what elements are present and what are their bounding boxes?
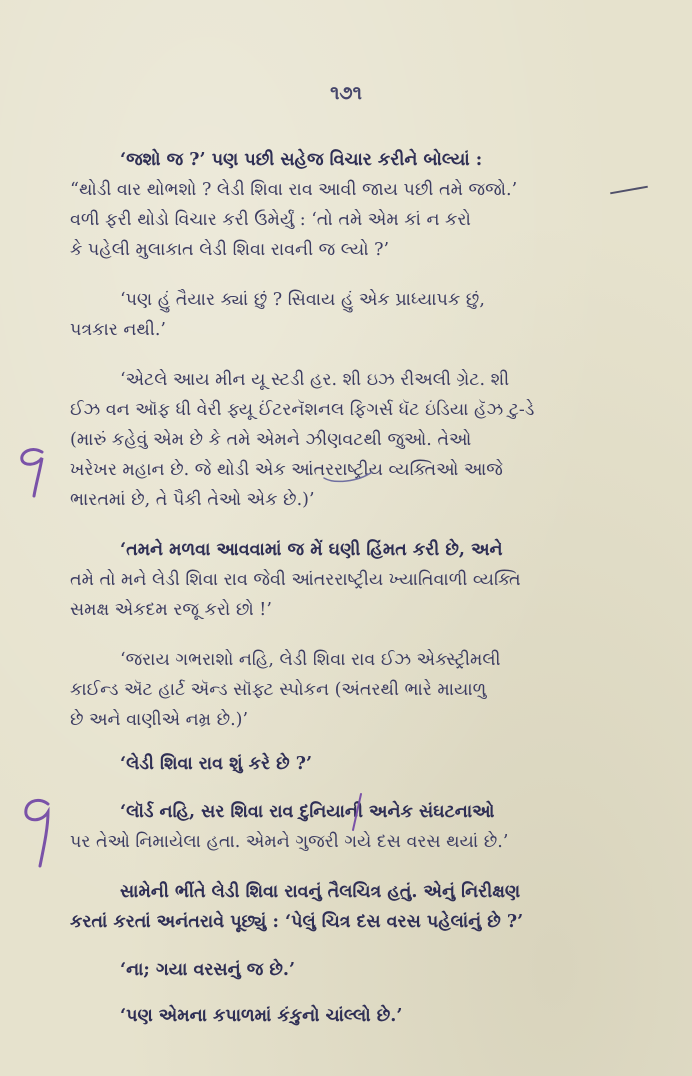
- text-line: (મારું કહેવું એમ છે કે તમે એમને ઝીણવટથી જુઓ. તેઓ: [70, 430, 472, 450]
- text-line: કાઈન્ડ ઍટ હાર્ટ ઍન્ડ સૉફ્ટ સ્પોકન (અંતરથી ભારે માયાળુ: [70, 680, 487, 700]
- text-line: ‘પણ એમના કપાળમાં કંકુનો ચાંલ્લો છે.’: [120, 1006, 403, 1026]
- text-line: ભારતમાં છે, તે પૈકી તેઓ એક છે.)’: [70, 490, 315, 510]
- text-line: ‘ના; ગયા વરસનું જ છે.’: [120, 960, 296, 980]
- text-line: ખરેખર મહાન છે. જે થોડી એક આંતરરાષ્ટ્રીય વ્યક્તિઓ આજે: [70, 460, 503, 480]
- text-line: કરતાં કરતાં અનંતરાવે પૂછ્યું : ‘પેલું ચિત્ર દસ વરસ પહેલાંનું છે ?’: [70, 912, 524, 932]
- pen-dash-mark: [610, 186, 648, 195]
- text-line: ‘પણ હું તૈયાર ક્યાં છું ? સિવાય હું એક પ્રાધ્યાપક છું,: [120, 290, 485, 310]
- pen-circle-mark: [318, 452, 378, 490]
- text-line: વળી ફરી થોડો વિચાર કરી ઉમેર્યું : ‘તો તમે એમ કાં ન કરો: [70, 210, 471, 230]
- text-line: છે અને વાણીએ નમ્ર છે.)’: [70, 710, 249, 730]
- text-line: ‘જરાય ગભરાશો નહિ, લેડી શિવા રાવ ઈઝ એક્સ્ટ્રીમલી: [120, 650, 501, 670]
- text-line: ‘લેડી શિવા રાવ શું કરે છે ?’: [120, 754, 313, 774]
- text-line: તમે તો મને લેડી શિવા રાવ જેવી આંતરરાષ્ટ્રીય ખ્યાતિવાળી વ્યક્તિ: [70, 570, 521, 590]
- text-line: સામેની ભીંતે લેડી શિવા રાવનું તૈલચિત્ર હતું. એનું નિરીક્ષણ: [120, 882, 521, 902]
- text-line: પર તેઓ નિમાયેલા હતા. એમને ગુજરી ગયે દસ વરસ થયાં છે.’: [70, 832, 509, 852]
- text-line: ઈઝ વન ઑફ ધી વેરી ફ્યૂ ઈંટરનૅશનલ ફિગર્સ ધૅટ ઇંડિયા હૅઝ ટુ-ડે: [70, 400, 535, 420]
- text-line: ‘જશો જ ?’ પણ પછી સહેજ વિચાર કરીને બોલ્યાં :: [120, 150, 483, 170]
- text-line: ‘તમને મળવા આવવામાં જ મેં ઘણી હિંમત કરી છે, અને: [120, 540, 503, 560]
- text-line: “થોડી વાર થોભશો ? લેડી શિવા રાવ આવી જાય પછી તમે જજો.’: [70, 180, 518, 200]
- text-line: ‘લૉર્ડ નહિ, સર શિવા રાવ દુનિયાની અનેક સંઘટનાઓ: [120, 802, 495, 822]
- text-line: કે પહેલી મુલાકાત લેડી શિવા રાવની જ લ્યો ?’: [70, 240, 390, 260]
- pen-slash-mark: [350, 792, 364, 836]
- margin-pencil-mark-icon: [18, 792, 58, 872]
- page-number: ૧૭૧: [330, 82, 362, 104]
- text-line: ‘એટલે આય મીન યૂ સ્ટડી હર. શી ઇઝ રીઅલી ગ્રેટ. શી: [120, 370, 510, 390]
- text-line: પત્રકાર નથી.’: [70, 320, 166, 340]
- text-line: સમક્ષ એકદમ રજૂ કરો છો !’: [70, 600, 272, 620]
- margin-pencil-mark-icon: [14, 444, 52, 500]
